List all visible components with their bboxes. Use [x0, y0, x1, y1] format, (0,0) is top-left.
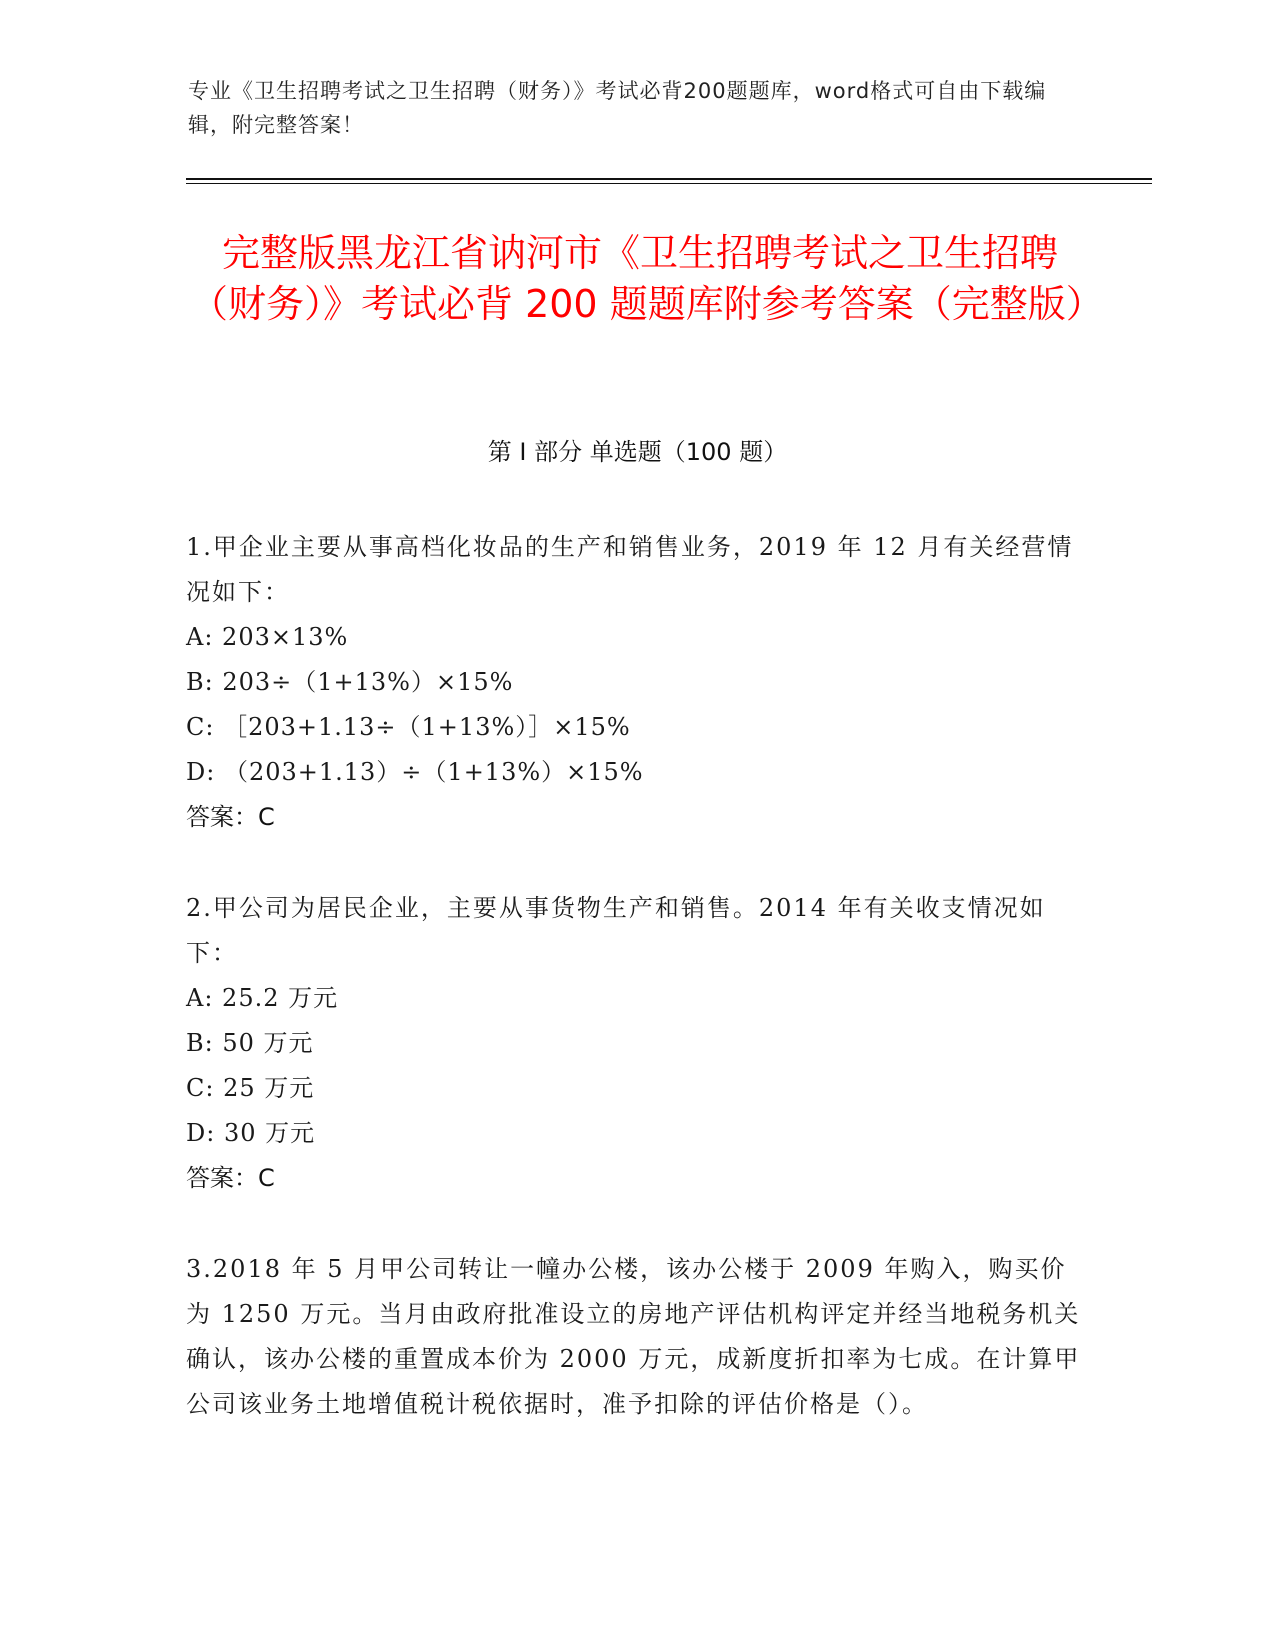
option-b: B: 203÷（1+13%）×15% [186, 668, 514, 696]
option-d: D: 30 万元 [186, 1119, 316, 1147]
option-d: D: （203+1.13）÷（1+13%）×15% [186, 758, 644, 786]
question-stem: 3.2018 年 5 月甲公司转让一幢办公楼，该办公楼于 2009 年购入，购买价为 1250 万元。当月由政府批准设立的房地产评估机构评定并经当地税务机关确认，该办公楼的重置成本价为 2000 万元，成新度折扣率为七成。在计算甲公司该业务土地增值税计税依据时，准予扣除的评估价格是（）。 [186, 1255, 1081, 1418]
question-stem: 2.甲公司为居民企业，主要从事货物生产和销售。2014 年有关收支情况如下： [186, 894, 1046, 967]
question-2 [186, 886, 1086, 1201]
header-note: 专业《卫生招聘考试之卫生招聘（财务）》考试必背200题题库，word格式可自由下载编辑，附完整答案！ [188, 79, 1047, 137]
option-a: A: 203×13% [186, 623, 349, 651]
answer: 答案：C [186, 803, 275, 831]
header-divider-thin [186, 183, 1152, 184]
question-3 [186, 1247, 1086, 1427]
section-title: 第 I 部分 单选题（100 题） [487, 438, 788, 466]
question-1 [186, 525, 1086, 840]
option-b: B: 50 万元 [186, 1029, 314, 1057]
option-c: C: ［203+1.13÷（1+13%）］×15% [186, 713, 631, 741]
document-title: 完整版黑龙江省讷河市《卫生招聘考试之卫生招聘（财务）》考试必背 200 题题库附参考答案（完整版） [190, 231, 1104, 326]
question-stem: 1.甲企业主要从事高档化妆品的生产和销售业务，2019 年 12 月有关经营情况如下： [186, 533, 1074, 606]
answer: 答案：C [186, 1164, 275, 1192]
question-list [186, 525, 1086, 1473]
option-a: A: 25.2 万元 [186, 984, 339, 1012]
header-divider-thick [186, 178, 1152, 180]
option-c: C: 25 万元 [186, 1074, 315, 1102]
